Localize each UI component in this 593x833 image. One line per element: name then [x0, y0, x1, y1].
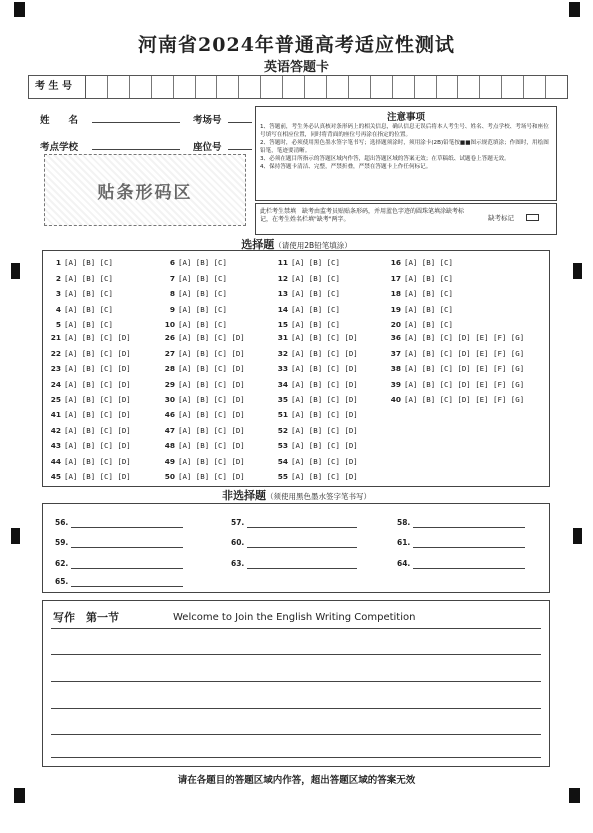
page-title: 河南省2024年普通高考适应性测试	[138, 34, 455, 56]
choice-question	[163, 426, 245, 435]
choice-question	[389, 289, 453, 298]
registration-mark-bottom-left	[14, 788, 25, 803]
question-number: 52	[277, 425, 288, 435]
question-number: 18	[390, 289, 401, 298]
exam-number-cell[interactable]	[261, 76, 283, 98]
question-number: 4	[55, 304, 61, 314]
writing-line[interactable]	[51, 628, 541, 629]
registration-mark-top-right	[569, 2, 580, 17]
choice-question	[49, 441, 131, 450]
school-field[interactable]	[92, 149, 180, 150]
question-number: 24	[50, 379, 61, 389]
choice-question	[49, 364, 131, 373]
notice-item: 4、保持答题卡清洁、完整，严禁折叠，严禁在答题卡上作任何标记。	[260, 164, 432, 170]
answer-bubbles[interactable]: [A] [B] [C] [D]	[64, 379, 131, 389]
choice-question	[389, 258, 453, 267]
choice-question	[163, 349, 245, 358]
choice-question	[389, 305, 453, 314]
choice-question	[163, 305, 227, 314]
absent-box	[255, 203, 557, 235]
nonchoice-note: （须使用黑色墨水签字笔书写）	[266, 492, 371, 501]
answer-bubbles[interactable]: [A] [B] [C]	[178, 258, 227, 267]
answer-bubbles[interactable]: [A] [B] [C] [D]	[64, 441, 131, 450]
registration-mark-right-lower	[573, 528, 582, 544]
choice-question	[163, 380, 245, 389]
exam-number-cell[interactable]	[152, 76, 174, 98]
answer-bubbles[interactable]: [A] [B] [C]	[178, 320, 227, 329]
fill-answer-line[interactable]	[247, 547, 357, 548]
choice-question	[49, 320, 113, 329]
exam-room-field[interactable]	[228, 122, 252, 123]
fill-label: 59.	[55, 538, 69, 547]
fill-answer-line[interactable]	[71, 527, 183, 528]
answer-bubbles[interactable]: [A] [B] [C] [D]	[291, 333, 358, 342]
answer-bubbles[interactable]: [A] [B] [C] [D]	[64, 410, 131, 419]
writing-prompt: Welcome to Join the English Writing Competition	[173, 612, 416, 623]
answer-bubbles[interactable]: [A] [B] [C] [D]	[178, 472, 245, 481]
question-number: 48	[164, 441, 175, 450]
fill-label: 65.	[55, 577, 69, 586]
fill-label: 60.	[231, 538, 245, 547]
registration-mark-left-upper	[11, 263, 20, 279]
choice-question	[49, 472, 131, 481]
notice-item: 3、必须在题目所指示的答题区域内作答，超出答题区域的答案无效；在草稿纸、试题卷上答题无效。	[260, 156, 510, 162]
exam-number-cell[interactable]	[502, 76, 524, 98]
answer-bubbles[interactable]: [A] [B] [C] [D]	[178, 410, 245, 419]
answer-bubbles[interactable]: [A] [B] [C] [D]	[178, 379, 245, 389]
name-label: 姓 名	[40, 115, 79, 126]
answer-bubbles[interactable]: [A] [B] [C] [D]	[64, 472, 131, 481]
question-number: 50	[164, 472, 175, 481]
exam-number-cell[interactable]	[437, 76, 459, 98]
question-number: 13	[277, 289, 288, 298]
writing-area	[42, 600, 550, 767]
question-number: 37	[390, 348, 401, 358]
question-number: 29	[164, 379, 175, 389]
answer-bubbles[interactable]: [A] [B] [C] [D]	[178, 441, 245, 450]
absent-instructions: 此栏考生禁填 缺考由监考员贴贴条形码，并用蓝色字迹的圆珠笔填涂缺考标记，在考生姓名栏填"缺考"两字。	[260, 208, 465, 223]
writing-line[interactable]	[51, 708, 541, 709]
question-number: 15	[277, 320, 288, 329]
exam-number-cell[interactable]	[393, 76, 415, 98]
question-number: 51	[277, 410, 288, 419]
choice-question	[49, 457, 131, 466]
question-number: 10	[164, 320, 175, 329]
choice-question	[49, 395, 131, 404]
answer-bubbles[interactable]: [A] [B] [C] [D] [E] [F] [G]	[404, 333, 525, 342]
choice-question	[163, 457, 245, 466]
answer-bubbles[interactable]: [A] [B] [C] [D]	[64, 425, 131, 435]
choice-question	[389, 380, 524, 389]
question-number: 30	[164, 395, 175, 404]
choice-question	[276, 333, 358, 342]
answer-bubbles[interactable]: [A] [B] [C] [D] [E] [F] [G]	[404, 395, 525, 404]
exam-number-cell[interactable]	[174, 76, 196, 98]
seat-label: 座位号	[193, 142, 222, 153]
answer-bubbles[interactable]: [A] [B] [C]	[178, 304, 227, 314]
choice-question	[276, 305, 340, 314]
seat-field[interactable]	[228, 149, 252, 150]
answer-bubbles[interactable]: [A] [B] [C] [D]	[64, 456, 131, 466]
question-number: 3	[55, 289, 61, 298]
answer-bubbles[interactable]: [A] [B] [C] [D] [E] [F] [G]	[404, 348, 525, 358]
answer-bubbles[interactable]: [A] [B] [C]	[64, 273, 113, 283]
exam-room-label: 考场号	[193, 115, 222, 126]
nonchoice-section-title	[0, 487, 593, 503]
exam-number-label: 考 生 号	[29, 76, 86, 98]
fill-label: 63.	[231, 559, 245, 568]
choice-question	[49, 333, 131, 342]
choice-question	[389, 395, 524, 404]
question-number: 33	[277, 364, 288, 373]
writing-line[interactable]	[51, 734, 541, 735]
choice-question	[276, 320, 340, 329]
exam-number-cell[interactable]	[196, 76, 218, 98]
answer-bubbles[interactable]: [A] [B] [C] [D]	[291, 425, 358, 435]
choice-question	[163, 395, 245, 404]
exam-number-cell[interactable]	[415, 76, 437, 98]
fill-label: 56.	[55, 518, 69, 527]
question-number: 34	[277, 379, 288, 389]
exam-number-cell[interactable]	[305, 76, 327, 98]
question-number: 14	[277, 304, 288, 314]
question-number: 22	[50, 348, 61, 358]
question-number: 41	[50, 410, 61, 419]
answer-bubbles[interactable]: [A] [B] [C]	[404, 320, 453, 329]
choice-question	[163, 441, 245, 450]
answer-bubbles[interactable]: [A] [B] [C] [D]	[291, 348, 358, 358]
question-number: 11	[277, 258, 288, 267]
choice-question	[389, 349, 524, 358]
choice-question	[276, 364, 358, 373]
notice-title: 注意事项	[386, 112, 425, 123]
writing-line[interactable]	[51, 654, 541, 655]
question-number: 25	[50, 395, 61, 404]
question-number: 1	[55, 258, 61, 267]
page-subtitle: 英语答题卡	[263, 60, 329, 75]
registration-mark-bottom-right	[569, 788, 580, 803]
question-number: 49	[164, 456, 175, 466]
writing-section-label: 写作 第一节	[53, 611, 119, 624]
fill-label: 57.	[231, 518, 245, 527]
exam-number-cell[interactable]	[349, 76, 371, 98]
nonchoice-answer-area	[42, 503, 550, 593]
answer-bubbles[interactable]: [A] [B] [C] [D]	[64, 395, 131, 404]
answer-bubbles[interactable]: [A] [B] [C]	[178, 289, 227, 298]
answer-bubbles[interactable]: [A] [B] [C]	[291, 320, 340, 329]
answer-bubbles[interactable]: [A] [B] [C]	[404, 258, 453, 267]
answer-bubbles[interactable]: [A] [B] [C] [D]	[178, 333, 245, 342]
choice-question	[49, 349, 131, 358]
answer-bubbles[interactable]: [A] [B] [C]	[64, 258, 113, 267]
answer-bubbles[interactable]: [A] [B] [C]	[291, 258, 340, 267]
choice-question	[49, 274, 113, 283]
choice-question	[49, 426, 131, 435]
barcode-area	[44, 154, 246, 226]
choice-answer-area	[42, 250, 550, 487]
school-label: 考点学校	[40, 142, 79, 153]
question-number: 2	[55, 273, 61, 283]
question-number: 35	[277, 395, 288, 404]
question-number: 21	[50, 333, 61, 342]
question-number: 26	[164, 333, 175, 342]
choice-question	[49, 289, 113, 298]
exam-number-cell[interactable]	[217, 76, 239, 98]
question-number: 28	[164, 364, 175, 373]
question-number: 19	[390, 304, 401, 314]
fill-answer-line[interactable]	[71, 568, 183, 569]
choice-question	[276, 274, 340, 283]
answer-bubbles[interactable]: [A] [B] [C] [D]	[178, 425, 245, 435]
exam-number-cell[interactable]	[327, 76, 349, 98]
question-number: 39	[390, 379, 401, 389]
answer-bubbles[interactable]: [A] [B] [C] [D] [E] [F] [G]	[404, 364, 525, 373]
exam-number-cell[interactable]	[108, 76, 130, 98]
answer-bubbles[interactable]: [A] [B] [C]	[64, 320, 113, 329]
question-number: 45	[50, 472, 61, 481]
choice-question	[163, 320, 227, 329]
choice-question	[276, 380, 358, 389]
choice-question	[276, 395, 358, 404]
answer-bubbles[interactable]: [A] [B] [C]	[404, 289, 453, 298]
answer-bubbles[interactable]: [A] [B] [C]	[64, 304, 113, 314]
exam-number-cell[interactable]	[480, 76, 502, 98]
choice-question	[276, 349, 358, 358]
answer-bubbles[interactable]: [A] [B] [C] [D]	[178, 348, 245, 358]
absent-mark-label: 缺考标记	[488, 214, 514, 222]
question-number: 8	[169, 289, 175, 298]
fill-answer-line[interactable]	[247, 527, 357, 528]
choice-question	[49, 410, 131, 419]
question-number: 5	[55, 320, 61, 329]
barcode-label: 贴条形码区	[97, 182, 193, 203]
answer-bubbles[interactable]: [A] [B] [C]	[291, 304, 340, 314]
fill-answer-line[interactable]	[247, 568, 357, 569]
question-number: 9	[169, 304, 175, 314]
question-number: 42	[50, 425, 61, 435]
answer-bubbles[interactable]: [A] [B] [C]	[178, 273, 227, 283]
answer-bubbles[interactable]: [A] [B] [C] [D]	[291, 456, 358, 466]
question-number: 16	[390, 258, 401, 267]
registration-mark-left-lower	[11, 528, 20, 544]
choice-question	[276, 426, 358, 435]
answer-bubbles[interactable]: [A] [B] [C] [D] [E] [F] [G]	[404, 379, 525, 389]
absent-mark-checkbox[interactable]	[526, 214, 539, 221]
question-number: 17	[390, 273, 401, 283]
choice-question	[49, 305, 113, 314]
nonchoice-title: 非选择题	[222, 489, 266, 502]
question-number: 44	[50, 456, 61, 466]
choice-question	[163, 472, 245, 481]
answer-bubbles[interactable]: [A] [B] [C] [D]	[291, 364, 358, 373]
choice-question	[389, 274, 453, 283]
choice-question	[389, 364, 524, 373]
choice-title: 选择题	[241, 238, 275, 251]
exam-number-cell[interactable]	[86, 76, 108, 98]
answer-bubbles[interactable]: [A] [B] [C] [D]	[64, 364, 131, 373]
answer-bubbles[interactable]: [A] [B] [C]	[404, 304, 453, 314]
question-number: 36	[390, 333, 401, 342]
answer-bubbles[interactable]: [A] [B] [C] [D]	[178, 456, 245, 466]
question-number: 27	[164, 348, 175, 358]
writing-line[interactable]	[51, 757, 541, 758]
answer-bubbles[interactable]: [A] [B] [C] [D]	[64, 348, 131, 358]
registration-mark-top-left	[14, 2, 25, 17]
choice-question	[389, 333, 524, 342]
notice-box	[255, 106, 557, 201]
notice-item: 1、答题前，考生务必认真核对条形码上的相关信息，确认信息无误后将本人考生号、姓名、考点学校、考场号和座位号填写在相应位置，同时将背面的座位号再涂在指定的位置。	[260, 124, 549, 138]
answer-bubbles[interactable]: [A] [B] [C]	[64, 289, 113, 298]
answer-bubbles[interactable]: [A] [B] [C] [D]	[64, 333, 131, 342]
question-number: 23	[50, 364, 61, 373]
question-number: 32	[277, 348, 288, 358]
registration-mark-right-upper	[573, 263, 582, 279]
exam-number-cell[interactable]	[283, 76, 305, 98]
choice-question	[276, 472, 358, 481]
footer-warning: 请在各题目的答题区域内作答，超出答题区域的答案无效	[177, 775, 416, 786]
answer-bubbles[interactable]: [A] [B] [C]	[291, 273, 340, 283]
notice-item: 2、答题时，必须使用黑色墨水签字笔书写；选择题须涂时，须用涂卡(2B)铅笔按■■图示规范填涂；作图时，用绘图铅笔，笔迹要清晰。	[260, 140, 549, 154]
exam-number-cell[interactable]	[371, 76, 393, 98]
answer-bubbles[interactable]: [A] [B] [C]	[291, 289, 340, 298]
choice-question	[163, 274, 227, 283]
question-number: 12	[277, 273, 288, 283]
choice-question	[276, 410, 358, 419]
exam-number-cell[interactable]	[458, 76, 480, 98]
fill-label: 62.	[55, 559, 69, 568]
choice-question	[276, 441, 358, 450]
choice-question	[49, 258, 113, 267]
exam-number-row	[28, 75, 568, 99]
question-number: 53	[277, 441, 288, 450]
answer-bubbles[interactable]: [A] [B] [C] [D]	[291, 379, 358, 389]
choice-question	[163, 289, 227, 298]
choice-question	[163, 364, 245, 373]
name-field[interactable]	[92, 122, 180, 123]
answer-bubbles[interactable]: [A] [B] [C] [D]	[291, 472, 358, 481]
writing-line[interactable]	[51, 681, 541, 682]
exam-number-cell[interactable]	[546, 76, 567, 98]
choice-question	[389, 320, 453, 329]
question-number: 46	[164, 410, 175, 419]
answer-bubbles[interactable]: [A] [B] [C] [D]	[291, 410, 358, 419]
answer-bubbles[interactable]: [A] [B] [C] [D]	[178, 364, 245, 373]
exam-number-cell[interactable]	[524, 76, 546, 98]
question-number: 6	[169, 258, 175, 267]
choice-question	[163, 410, 245, 419]
question-number: 31	[277, 333, 288, 342]
question-number: 47	[164, 425, 175, 435]
choice-question	[276, 258, 340, 267]
choice-note: （请使用2B铅笔填涂）	[274, 241, 352, 250]
question-number: 38	[390, 364, 401, 373]
fill-answer-line[interactable]	[413, 527, 525, 528]
choice-question	[276, 457, 358, 466]
choice-question	[163, 333, 245, 342]
question-number: 20	[390, 320, 401, 329]
answer-bubbles[interactable]: [A] [B] [C]	[404, 273, 453, 283]
choice-question	[49, 380, 131, 389]
exam-number-cell[interactable]	[130, 76, 152, 98]
question-number: 7	[169, 273, 175, 283]
fill-label: 61.	[397, 538, 411, 547]
fill-answer-line[interactable]	[413, 547, 525, 548]
exam-number-cell[interactable]	[239, 76, 261, 98]
fill-label: 58.	[397, 518, 411, 527]
choice-question	[163, 258, 227, 267]
question-number: 40	[390, 395, 401, 404]
question-number: 54	[277, 456, 288, 466]
answer-bubbles[interactable]: [A] [B] [C] [D]	[291, 441, 358, 450]
fill-answer-line[interactable]	[71, 586, 183, 587]
fill-label: 64.	[397, 559, 411, 568]
fill-answer-line[interactable]	[71, 547, 183, 548]
answer-bubbles[interactable]: [A] [B] [C] [D]	[178, 395, 245, 404]
question-number: 55	[277, 472, 288, 481]
choice-question	[276, 289, 340, 298]
question-number: 43	[50, 441, 61, 450]
answer-bubbles[interactable]: [A] [B] [C] [D]	[291, 395, 358, 404]
fill-answer-line[interactable]	[413, 568, 525, 569]
